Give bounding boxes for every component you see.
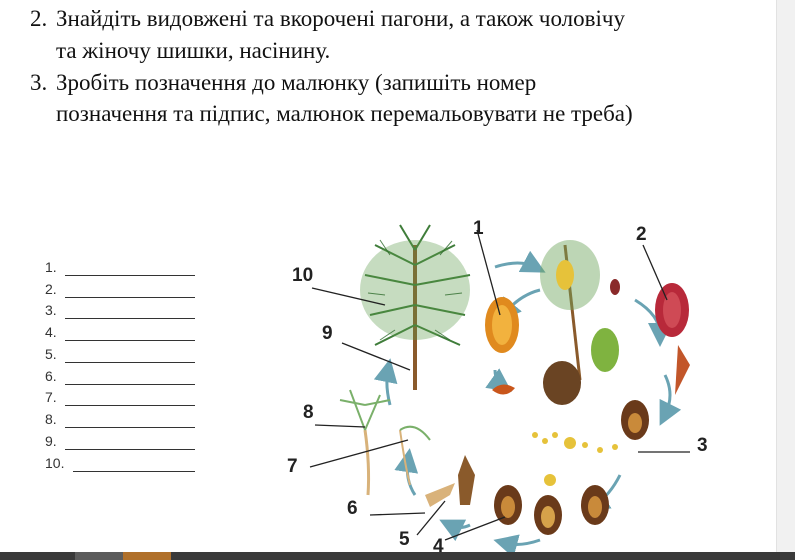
answer-line-2[interactable] bbox=[45, 281, 57, 301]
taskbar-item-active[interactable] bbox=[123, 552, 171, 560]
taskbar-item[interactable] bbox=[75, 552, 123, 560]
answer-line-8[interactable] bbox=[45, 411, 57, 431]
female-cone-illustration bbox=[655, 283, 690, 395]
answer-number: 1. bbox=[45, 259, 57, 275]
callout-2: 2 bbox=[636, 224, 647, 245]
page-margin-strip bbox=[776, 0, 795, 552]
answer-blank[interactable] bbox=[65, 297, 195, 298]
callout-1: 1 bbox=[473, 218, 484, 239]
answer-blank[interactable] bbox=[65, 275, 195, 276]
callout-9: 9 bbox=[322, 323, 333, 344]
answer-line-9[interactable] bbox=[45, 433, 57, 453]
answer-blank[interactable] bbox=[65, 449, 195, 450]
answer-line-1[interactable] bbox=[45, 259, 57, 279]
instruction-3-number: 3. bbox=[30, 70, 48, 95]
answer-number: 6. bbox=[45, 368, 57, 384]
cone-branch-illustration bbox=[540, 240, 620, 405]
answer-line-6[interactable] bbox=[45, 368, 57, 388]
answer-number: 8. bbox=[45, 411, 57, 427]
answer-blank[interactable] bbox=[65, 384, 195, 385]
answer-line-4[interactable] bbox=[45, 324, 57, 344]
answer-number: 4. bbox=[45, 324, 57, 340]
answer-number: 10. bbox=[45, 455, 65, 471]
answer-line-5[interactable] bbox=[45, 346, 57, 366]
answer-number: 3. bbox=[45, 302, 57, 318]
answer-line-10[interactable] bbox=[45, 455, 64, 475]
pine-tree-illustration bbox=[360, 225, 470, 390]
answer-blank[interactable] bbox=[65, 427, 195, 428]
instruction-3-line-1: Зробіть позначення до малюнку (запишіть номер bbox=[56, 70, 537, 95]
callout-3: 3 bbox=[697, 435, 708, 456]
answer-number: 5. bbox=[45, 346, 57, 362]
seedling-illustration bbox=[340, 390, 430, 495]
answer-number: 7. bbox=[45, 389, 57, 405]
callout-10: 10 bbox=[292, 265, 314, 286]
answer-line-7[interactable] bbox=[45, 389, 57, 409]
answer-blank[interactable] bbox=[73, 471, 195, 472]
answer-number: 9. bbox=[45, 433, 57, 449]
callout-8: 8 bbox=[303, 402, 314, 423]
answer-blank[interactable] bbox=[65, 405, 195, 406]
pine-life-cycle-diagram bbox=[280, 205, 720, 552]
callout-7: 7 bbox=[287, 456, 298, 477]
instruction-3-line-2: позначення та підпис, малюнок перемальовувати не треба) bbox=[56, 101, 633, 126]
answer-blank[interactable] bbox=[65, 318, 195, 319]
callout-4: 4 bbox=[433, 536, 444, 552]
answer-number: 2. bbox=[45, 281, 57, 297]
answer-line-3[interactable] bbox=[45, 302, 57, 322]
male-cone-illustration bbox=[485, 297, 519, 395]
instruction-2-line-2: та жіночу шишки, насінину. bbox=[56, 38, 331, 63]
instruction-2-line-1: Знайдіть видовжені та вкорочені пагони, а також чоловічу bbox=[56, 6, 625, 31]
callout-5: 5 bbox=[399, 529, 410, 550]
ovule-stages-illustration bbox=[425, 400, 649, 535]
callout-6: 6 bbox=[347, 498, 358, 519]
instruction-2-number: 2. bbox=[30, 6, 48, 31]
taskbar-strip bbox=[0, 552, 795, 560]
answer-blank[interactable] bbox=[65, 340, 195, 341]
answer-blank[interactable] bbox=[65, 362, 195, 363]
